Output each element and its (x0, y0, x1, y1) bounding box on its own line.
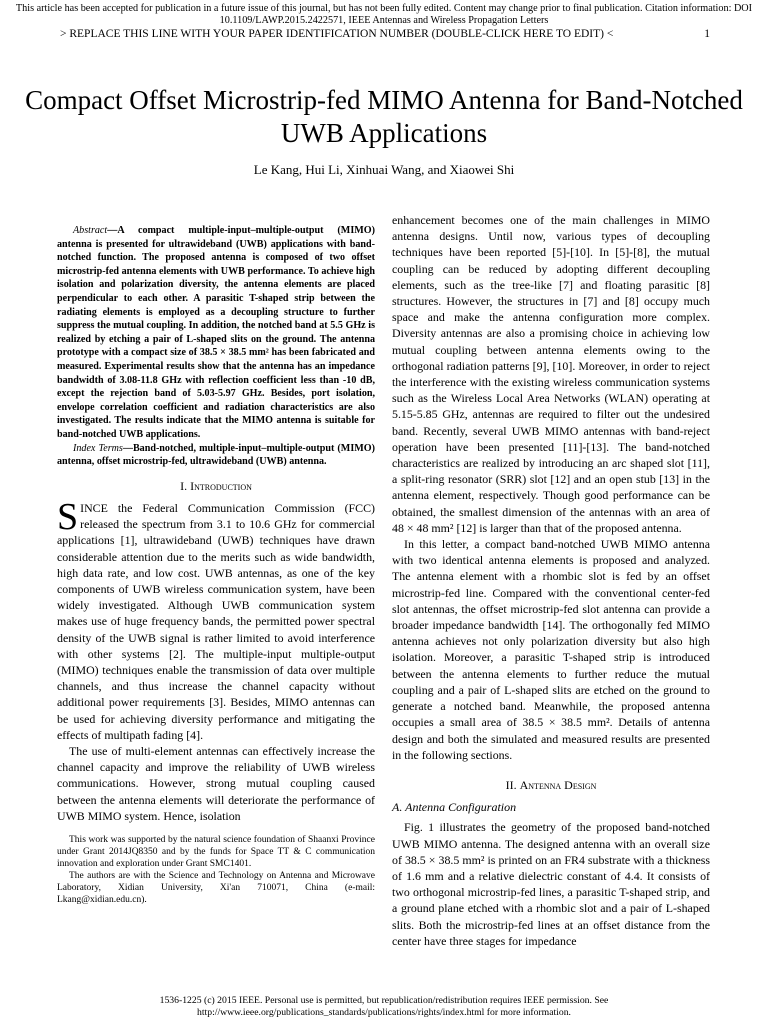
index-terms-label: Index Terms (73, 442, 123, 454)
section-heading-antenna-design (392, 777, 710, 793)
intro-paragraph-1-text: INCE the Federal Communication Commission (FCC) released the spectrum from 3.1 to 10.6 GHz for commercial applications [1], ultrawideband (UWB) techniques have drawn considerable attention due to the merits such as wide bandwidth, high data rate, and low cost. UWB antennas, as one of the key components of UWB wireless communication system, have been widely investigated. Although UWB communication system makes use of huge frequency bands, the permitted power spectral density of the UWB signal is rather limited to avoid interference with other systems [2]. The multiple-input multiple-output (MIMO) techniques enable the transmission of data over multiple channels, and thus increase the channel capacity without additional power requirements [3]. Besides, MIMO antennas can be used for achieving diversity performance and mitigating the effects of multipath fading [4]. (57, 500, 375, 742)
footnote-funding: This work was supported by the natural science foundation of Shaanxi Province under Grant 2014JQ8350 and by the funds for Space TT & C communication innovation and exploration under Grant SMC1401. (57, 834, 375, 869)
section-numeral: I. (180, 478, 188, 493)
right-column (392, 212, 710, 949)
footnotes (57, 834, 375, 906)
header-text: > REPLACE THIS LINE WITH YOUR PAPER IDENTIFICATION NUMBER (DOUBLE-CLICK HERE TO EDIT) < (60, 28, 614, 40)
footnote-affiliation: The authors are with the Science and Technology on Antenna and Microwave Laboratory, Xidian University, Xi'an 710071, China (e-mail: Lkang@xidian.edu.cn). (57, 870, 375, 905)
publication-notice: This article has been accepted for publication in a future issue of this journal, but has not been fully edited. Content may change prior to final publication. Citation information: DOI 10.1109/LAWP.2015.2422571, IEEE Antennas and Wireless Propagation Letters (15, 3, 753, 26)
running-header (60, 28, 710, 40)
section-heading-introduction (57, 478, 375, 494)
index-terms-text: —Band-notched, multiple-input–multiple-output (MIMO) antenna, offset microstrip-fed, ultrawideband (UWB) antenna. (57, 442, 375, 468)
author-list: Le Kang, Hui Li, Xinhuai Wang, and Xiaowei Shi (253, 162, 515, 177)
intro-paragraph-2: The use of multi-element antennas can effectively increase the channel capacity and improve the reliability of UWB wireless communications. However, strong mutual coupling caused between the antenna elements will deteriorate the performance of UWB MIMO system. Hence, isolation (57, 743, 375, 823)
section-numeral: II. (505, 777, 517, 792)
intro-paragraph-1 (57, 495, 375, 743)
paper-title: Compact Offset Microstrip-fed MIMO Antenna for Band-Notched UWB Applications (25, 85, 743, 148)
abstract (57, 224, 375, 442)
subsection-heading (392, 799, 710, 815)
left-column (57, 212, 375, 906)
section-title: Antenna Design (519, 777, 597, 792)
intro-paragraph-3: enhancement becomes one of the main challenges in MIMO antenna designs. Until now, various types of decoupling techniques have been reported [5]-[10]. In [5]-[8], the mutual coupling can be reduced by adopting different decoupling elements, such as the tree-like [7] and floating parasitic [8] structures. However, the structures in [7] and [8] occupy much space and make the antenna configuration more complex. Diversity antennas are also a promising choice in achieving low mutual coupling between antenna elements owing to the orthogonal radiation patterns [9], [10]. Moreover, in order to reject the interference with the existing wireless communication systems such as the Wireless Local Area Networks (WLAN) operating at 5.15-5.85 GHz, antennas are required to filter out the undesired band. Recently, several UWB MIMO antennas with band-reject operation have been presented [11]-[13]. The band-notched characteristics are realized by introducing an arc shaped slot [11], a split-ring resonator (SRR) slot [12] and an open stub [13] in the antenna element, respectively. Though good performance can be obtained, the smallest dimension of the antennas with an area of 48 × 48 mm² [12] is larger than that of the proposed antenna. (392, 213, 710, 535)
subsection-label: A. (392, 800, 403, 815)
design-paragraph-1: Fig. 1 illustrates the geometry of the proposed band-notched UWB MIMO antenna. The designed antenna with an overall size of 38.5 × 38.5 mm² is printed on an FR4 substrate with a thickness of 1.6 mm and a relative dielectric constant of 4.4. It consists of two orthogonal microstrip-fed lines, a parasitic T-shaped strip, and a ground plane etched with a rhombic slot and a pair of L-shaped slits. Both the microstrip-fed lines at an offset distance from the center have three stages for impedance (392, 820, 710, 948)
section-title: Introduction (190, 478, 252, 493)
page-number: 1 (704, 28, 710, 40)
drop-cap: S (57, 495, 79, 538)
intro-paragraph-4: In this letter, a compact band-notched UWB MIMO antenna with two identical antenna elements is proposed and analyzed. The antenna element with a rhombic slot is fed by an offset microstrip-fed line. Compared with the conventional center-fed slot antennas, the offset microstrip-fed slot antenna can provide a broader impedance bandwidth [14]. The orthogonally fed MIMO antenna achieves not only polarization diversity but also high isolation. Moreover, a parasitic T-shaped strip is introduced between the antenna elements to further reduce the mutual coupling and a pair of L-shaped slits are etched on the ground to generate a notched band. Meanwhile, the proposed antenna occupies a small area of 38.5 × 38.5 mm². Details of antenna design and both the simulated and measured results are presented in the following sections. (392, 537, 710, 762)
copyright-footer: 1536-1225 (c) 2015 IEEE. Personal use is permitted, but republication/redistribution requires IEEE permission. See http://www.ieee.org/publications_standards/publications/rights/index.html for more information. (159, 995, 609, 1018)
abstract-label: Abstract (73, 225, 108, 236)
subsection-title: Antenna Configuration (405, 800, 517, 815)
abstract-text: —A compact multiple-input–multiple-output (MIMO) antenna is presented for ultrawideband (UWB) applications with band-notched function. The proposed antenna is composed of two offset microstrip-fed antenna elements with UWB performance. To achieve high isolation and polarization diversity, the antenna elements are placed perpendicular to each other. A parasitic T-shaped strip between the radiating elements is employed as a decoupling structure to further suppress the mutual coupling. In addition, the notched band at 5.5 GHz is realized by etching a pair of L-shaped slits on the ground. The antenna prototype with a compact size of 38.5 × 38.5 mm² has been fabricated and measured. Experimental results show that the antenna has an impedance bandwidth of 3.08-11.8 GHz with reflection coefficient less than -10 dB, except the rejection band of 5.03-5.97 GHz. Besides, port isolation, envelope correlation coefficient and radiation characteristics are also investigated. The results indicate that the MIMO antenna is suitable for band-notched UWB applications. (57, 225, 375, 440)
index-terms (57, 442, 375, 469)
